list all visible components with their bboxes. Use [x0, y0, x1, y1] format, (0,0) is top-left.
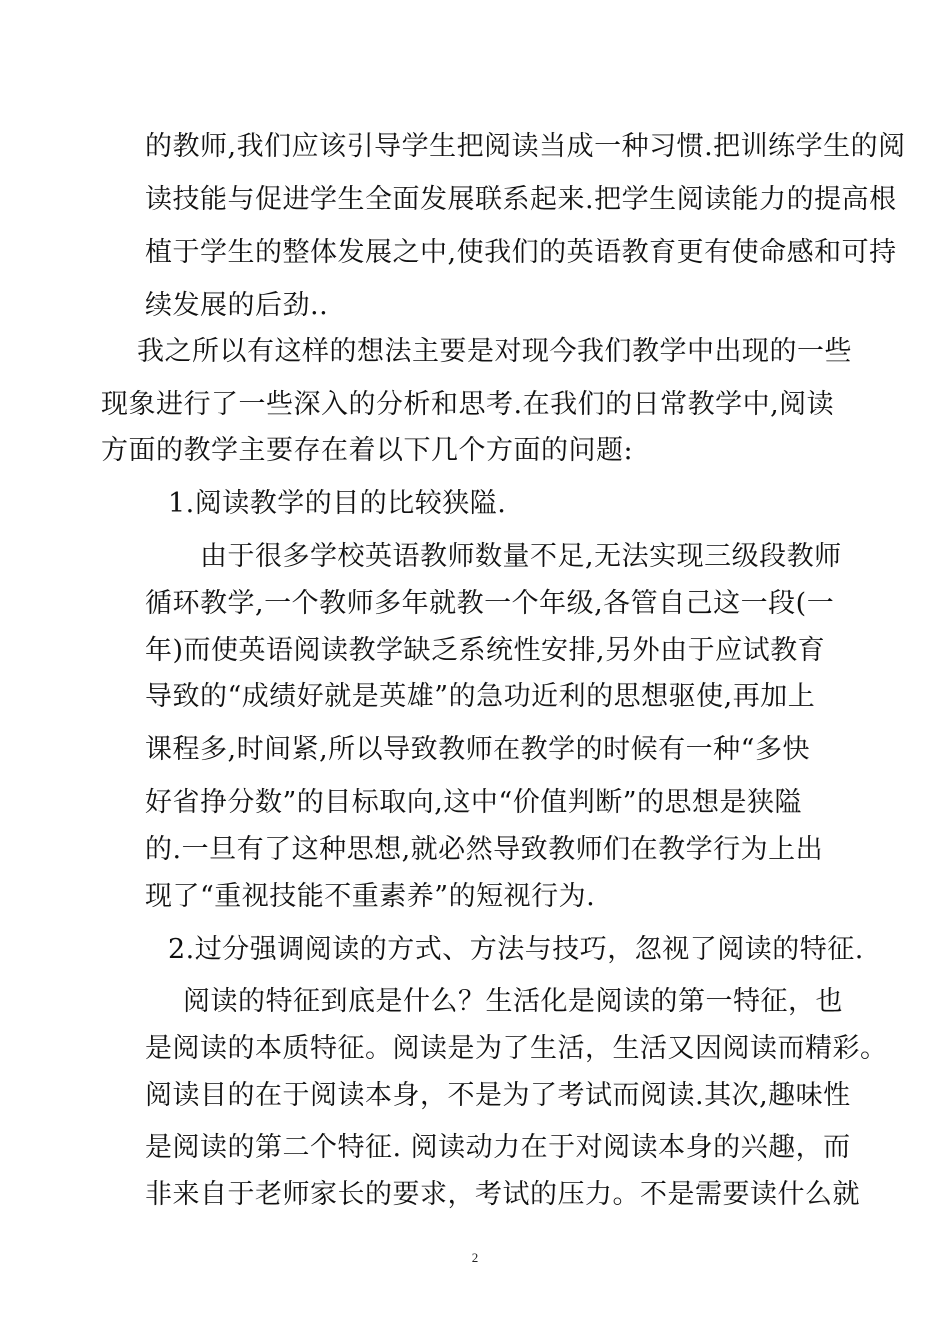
list-item-heading: 1.阅读教学的目的比较狭隘.	[168, 488, 507, 519]
text-line: 植于学生的整体发展之中,使我们的英语教育更有使命感和可持	[145, 237, 897, 268]
text-line: 是阅读的本质特征。阅读是为了生活，生活又因阅读而精彩。	[145, 1033, 888, 1064]
text-line: 我之所以有这样的想法主要是对现今我们教学中出现的一些	[137, 336, 852, 367]
text-line: 课程多,时间紧,所以导致教师在教学的时候有一种“多快	[145, 734, 810, 765]
page-number: 2	[471, 1250, 479, 1265]
text-line: 非来自于老师家长的要求，考试的压力。不是需要读什么就	[145, 1179, 860, 1210]
text-line: 由于很多学校英语教师数量不足,无法实现三级段教师	[200, 541, 842, 572]
text-line: 阅读目的在于阅读本身，不是为了考试而阅读.其次,趣味性	[145, 1080, 851, 1111]
text-line: 阅读的特征到底是什么？生活化是阅读的第一特征，也	[183, 986, 843, 1017]
text-line: 的教师,我们应该引导学生把阅读当成一种习惯.把训练学生的阅	[145, 131, 906, 162]
text-line: 是阅读的第二个特征. 阅读动力在于对阅读本身的兴趣，而	[145, 1132, 851, 1163]
text-line: 导致的“成绩好就是英雄”的急功近利的思想驱使,再加上	[145, 681, 816, 712]
text-line: 方面的教学主要存在着以下几个方面的问题:	[101, 435, 634, 466]
text-line: 现了“重视技能不重素养”的短视行为.	[145, 881, 596, 912]
text-line: 的.一旦有了这种思想,就必然导致教师们在教学行为上出	[145, 834, 824, 865]
text-line: 循环教学,一个教师多年就教一个年级,各管自己这一段(一	[145, 588, 835, 619]
text-line: 年)而使英语阅读教学缺乏系统性安排,另外由于应试教育	[145, 635, 826, 666]
text-line: 续发展的后劲..	[145, 290, 329, 321]
text-line: 现象进行了一些深入的分析和思考.在我们的日常教学中,阅读	[101, 389, 835, 420]
text-line: 读技能与促进学生全面发展联系起来.把学生阅读能力的提高根	[145, 184, 897, 215]
text-line: 好省挣分数”的目标取向,这中“价值判断”的思想是狭隘	[145, 787, 802, 818]
list-item-heading: 2.过分强调阅读的方式、方法与技巧，忽视了阅读的特征.	[168, 934, 864, 965]
